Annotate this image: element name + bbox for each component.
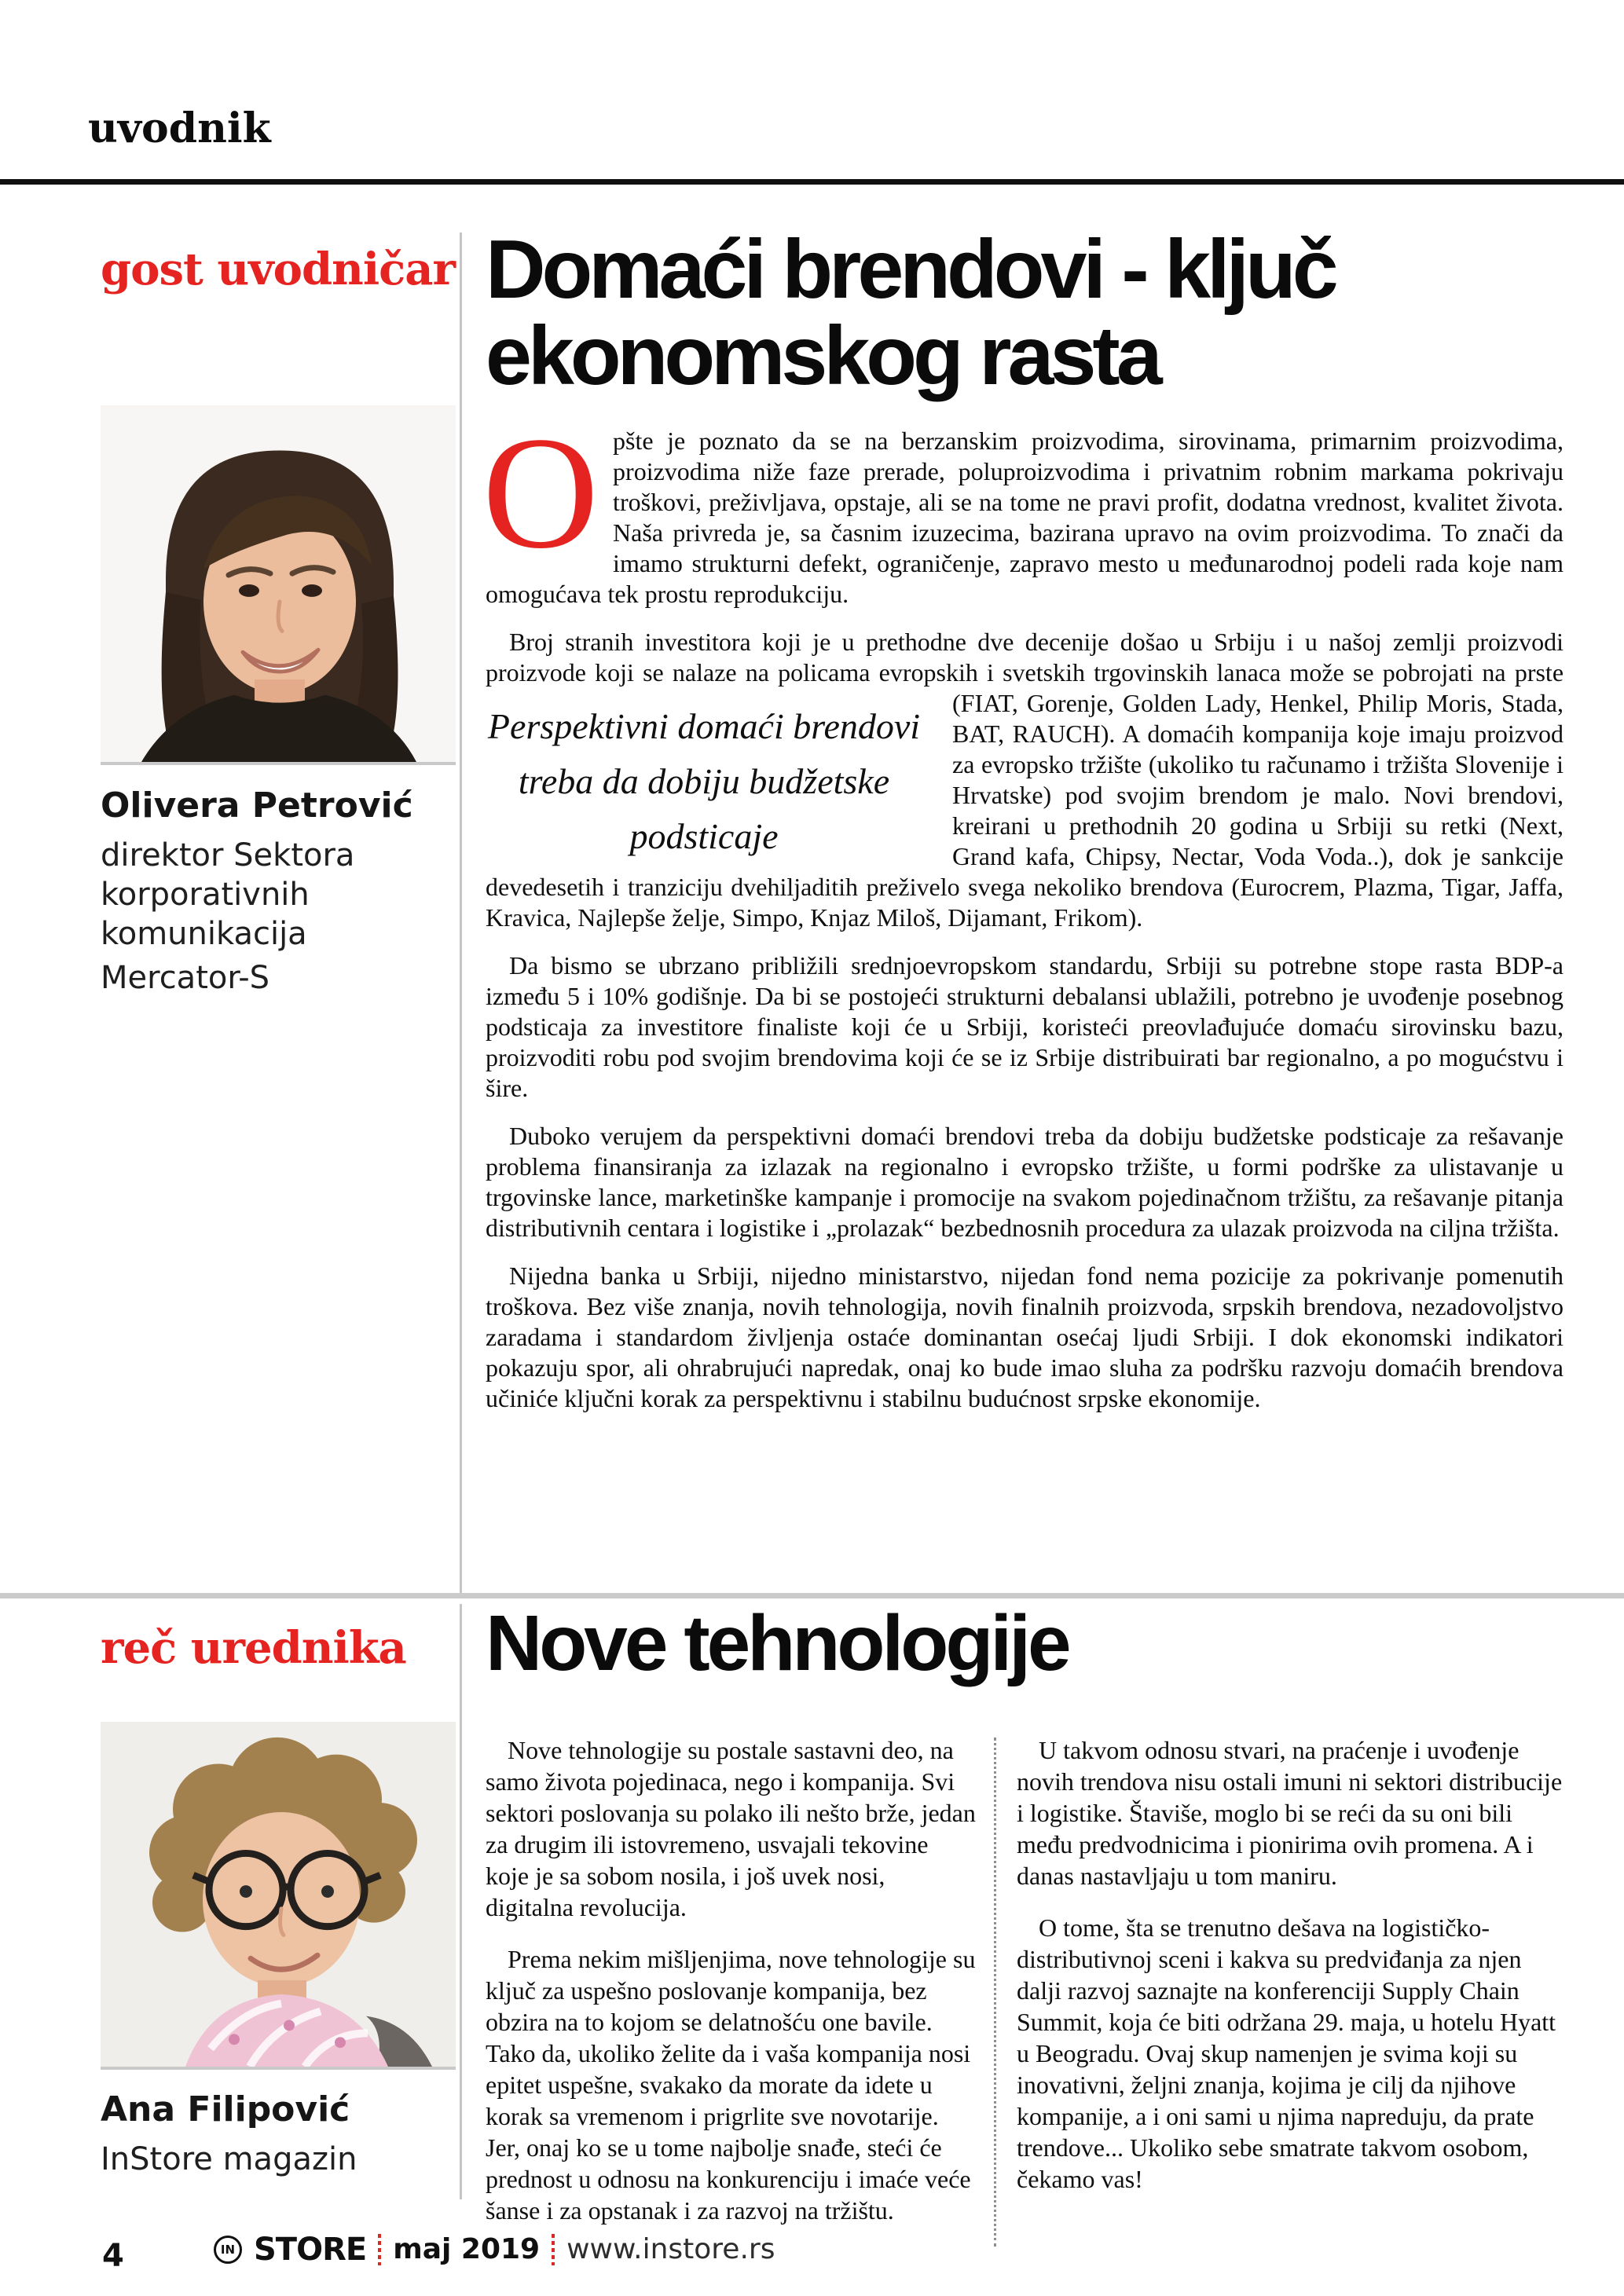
- article-body: [482, 404, 1564, 1414]
- article-title: [486, 223, 1564, 403]
- section-label: uvodnik: [88, 104, 271, 152]
- left-paragraph-2: Prema nekim mišljenjima, nove tehnologije su ključ za uspešno poslovanje kompanija, bez obzira na to kojom se delatnošću one bavile. Tako da, ukoliko želite da i vaša kompanija nosi epitet uspešne, svakako da morate da idete u korak sa vremenom i prigrlite sve novotarije. Jer, onaj ko se u tome najbolje snađe, steći će prednost u odnosu na konkurenciju i imaće veće šanse i za opstanak i za razvoj na tržištu.: [486, 1945, 976, 2225]
- author-name-olivera: Olivera Petrović: [101, 785, 413, 826]
- column-right: [1017, 1734, 1564, 2247]
- author-company-olivera: Mercator-S: [101, 960, 270, 996]
- website-url: www.instore.rs: [566, 2233, 775, 2265]
- drop-cap: O: [482, 404, 599, 583]
- author-role-line3: komunikacija: [101, 916, 307, 952]
- vertical-divider-top: [460, 233, 462, 1593]
- paragraph-3: Da bismo se ubrzano približili srednjoevropskom standardu, Srbiji su potrebne stope rasta BDP-a između 5 i 10% godišnje. Da bi se postojeći strukturni debalansi ublažili, potrebno je uvođenje posebnog podsticaja za investitore finaliste koji će u Srbiji, koristeći preovlađujuće domaću sirovinsku bazu, proizvoditi robu pod svojim brendovima koji će se iz Srbije distribuirati bar regionalno, a po mogućstvu i šire.: [486, 951, 1564, 1103]
- author-affiliation-ana: InStore magazin: [101, 2141, 357, 2177]
- two-column-text: [486, 1734, 1564, 2247]
- editor-article-title: Nove tehnologije: [486, 1599, 1069, 1687]
- left-paragraph-1: Nove tehnologije su postale sastavni deo, na samo života pojedinaca, nego i kompanija. Svi sektori poslovanja su polako ili nešto brže, jedan za drugim ili istovremeno, usvajali tekovine koje je sa sobom nosila, i još uvek nosi, digitalna revolucija.: [486, 1736, 976, 1921]
- portrait-illustration-olivera: [101, 405, 456, 762]
- pull-quote: Perspektivni domaći brendovi treba da dobiju budžetske podsticaje: [487, 706, 921, 857]
- top-rule: [0, 179, 1624, 185]
- author-photo-olivera-petrovic: [101, 405, 456, 765]
- paragraph-5: Nijedna banka u Srbiji, nijedno ministarstvo, nijedan fond nema pozicije za pokrivanje pomenutih troškova. Bez više znanja, novih tehnologija, novih finalnih proizvoda, srpskih brendova, nezadovoljstvo zaradama i standardom življenja ostaće dominantan osećaj ljudi Srbiji. I dok ekonomski indikatori pokazuju spor, ali ohrabrujući napredak, onaj ko bude imao sluha za podršku razvoju domaćih brendova učiniće ključni korak za perspektivnu i stabilnu budućnost srpske ekonomije.: [486, 1262, 1564, 1413]
- dotted-column-divider: [994, 1738, 996, 2247]
- kicker-gost-uvodnicar: gost uvodničar: [101, 244, 456, 295]
- author-role-line1: direktor Sektora: [101, 837, 355, 873]
- author-role-line2: korporativnih: [101, 877, 310, 913]
- store-wordmark: STORE: [254, 2232, 367, 2268]
- vertical-divider-bottom: [460, 1604, 462, 2199]
- author-photo-ana-filipovic: [101, 1722, 456, 2070]
- author-role-olivera: [101, 836, 354, 954]
- kicker-rec-urednika: reč urednika: [101, 1622, 406, 1674]
- paragraph-2-rest: može se pobrojati na prste (FIAT, Gorenje, Golden Lady, Henkel, Philip Moris, Stada, BAT, RAUCH). A domaćih kompanija koje imaju proizvod za evropsko tržište (ukoliko tu računamo i tržišta Slovenije i Hrvatske) pod svojim brendom je malo. Novi brendovi, kreirani u prethodnih 20 godina u Srbiji su retki (Next, Grand kafa, Chipsy, Nectar, Voda Voda..), dok je sankcije devedesetih i tranziciju dvehiljaditih preživelo svega nekoliko brendova (Eurocrem, Plazma, Tigar, Jaffa, Kravica, Najlepše želje, Simpo, Knjaz Miloš, Dijamant, Frikom).: [486, 658, 1564, 932]
- section-divider-rule: [0, 1593, 1624, 1598]
- guest-article: [482, 223, 1564, 1431]
- paragraph-1-text: pšte je poznato da se na berzanskim proizvodima, sirovinama, primarnim proizvodima, proizvodima niže faze prerade, poluproizvodima i privatnim robnim markama pokrivaju troškovi, preživljava, opstaje, ali se na tome ne pravi profit, dodatna vrednost, kvalitet života. Naša privreda je, sa časnim izuzecima, bazirana upravo na ovim proizvodima. To znači da imamo strukturni defekt, ograničenje, zapravo mesto u međunarodnoj podeli rada koje nam omogućava tek prostu reprodukciju.: [486, 427, 1564, 609]
- article-title-line1: Domaći brendovi - ključ: [486, 223, 1335, 316]
- right-paragraph-2: O tome, šta se trenutno dešava na logističko-distributivnoj sceni i kakva su predviđanja za njen dalji razvoj saznajte na konferenciji Supply Chain Summit, koja će biti održana 29. maja, u hotelu Hyatt u Beogradu. Ovaj skup namenjen je svima koji su inovativni, željni znanja, kojima je cilj da njihove kompanije, a i oni sami u njima napreduju, da prate trendove... Ukoliko sebe smatrate takvom osobom, čekamo vas!: [1017, 1913, 1556, 2193]
- paragraph-2: [486, 627, 1564, 933]
- paragraph-2-lead: Broj stranih investitora koji je u prethodne dve decenije došao u Srbiju i u našoj zemlji proizvodi proizvode koji se nalaze na policama evropskih i svetskih trgovinskih lanaca: [486, 628, 1564, 687]
- footer-brand: [214, 2232, 775, 2268]
- portrait-illustration-ana: [101, 1722, 456, 2067]
- paragraph-4: Duboko verujem da perspektivni domaći brendovi treba da dobiju budžetske podsticaje za rešavanje problema finansiranja za izlazak na regionalno i evropsko tržište, u formi podrške za ulistavanje u trgovinske lance, marketinške kampanje i promocije na svakom pojedinačnom tržištu, za rešavanje pitanja distributivnih centara i logistike i „prolazak“ bezbednosnih procedura za ulazak proizvoda na ciljna tržišta.: [486, 1122, 1564, 1243]
- red-dotted-separator-icon: [378, 2234, 381, 2265]
- red-dotted-separator-icon: [552, 2234, 555, 2265]
- paragraph-1: [482, 404, 1564, 610]
- page-number: 4: [102, 2238, 124, 2274]
- right-paragraph-1: U takvom odnosu stvari, na praćenje i uvođenje novih trendova nisu ostali imuni ni sektori distribucije i logistike. Štaviše, moglo bi se reći da su oni bili među predvodnicima i pionirima ovih promena. A i danas nastavljaju u tom maniru.: [1017, 1736, 1563, 1890]
- article-title-line2: ekonomskog rasta: [486, 309, 1159, 403]
- issue-date: maj 2019: [393, 2233, 541, 2265]
- author-name-ana: Ana Filipović: [101, 2089, 350, 2129]
- instore-circle-logo-icon: IN: [214, 2236, 242, 2264]
- column-left: [486, 1734, 977, 2247]
- editor-article: [486, 1599, 1564, 2247]
